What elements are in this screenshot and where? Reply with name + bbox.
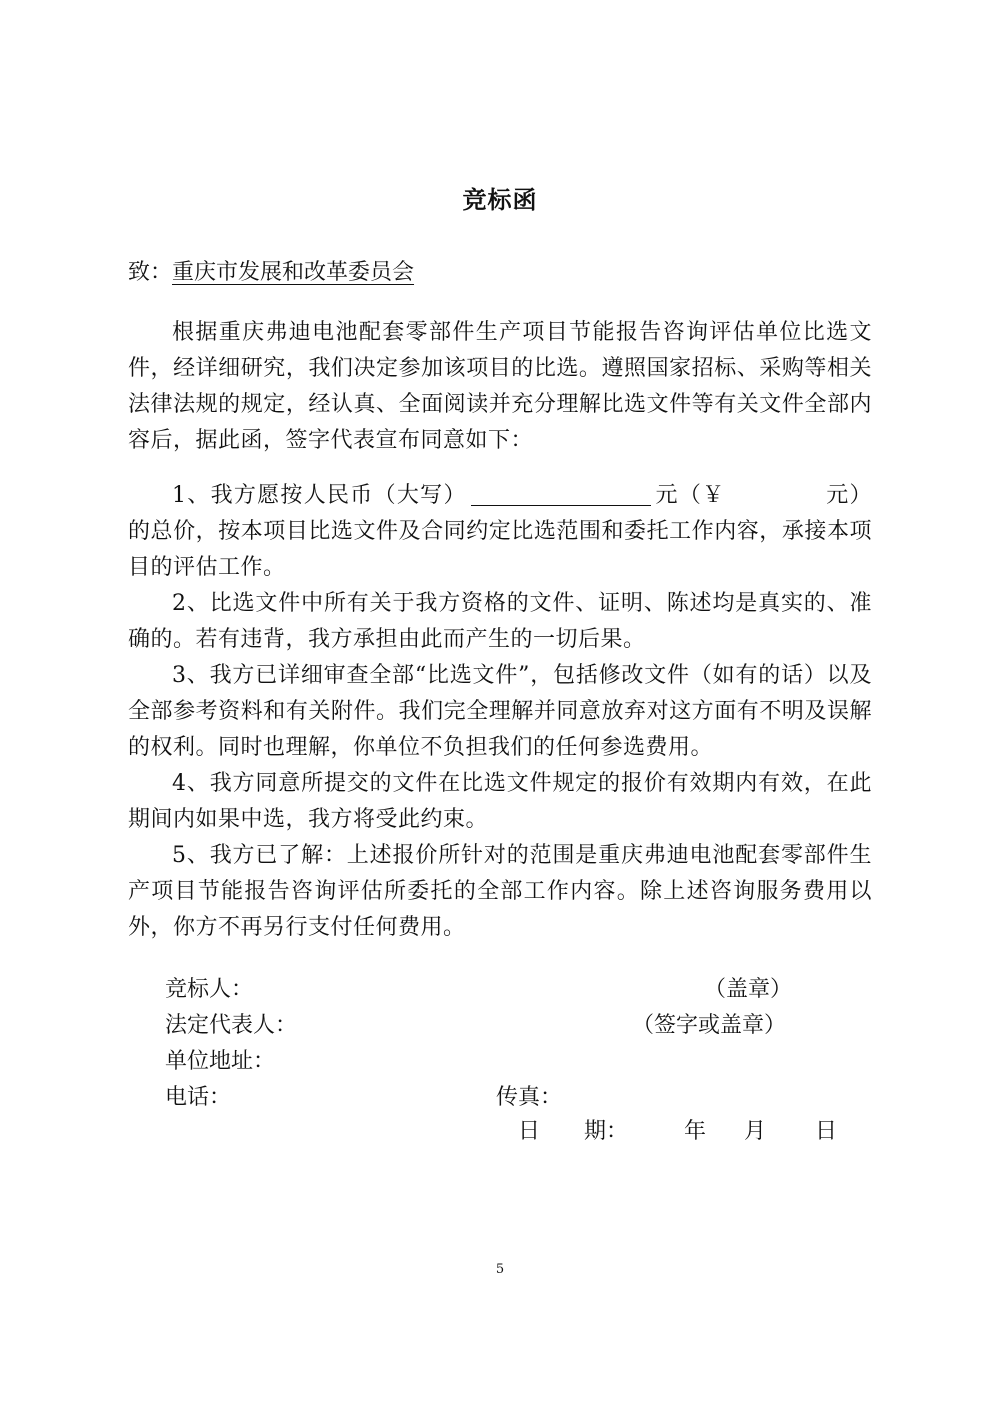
item-2: 2、比选文件中所有关于我方资格的文件、证明、陈述均是真实的、准确的。若有违背，我方承担由此而产生的一切后果。 <box>128 591 872 652</box>
address-label: 单位地址： <box>165 1049 276 1074</box>
intro-paragraph: 根据重庆弗迪电池配套零部件生产项目节能报告咨询评估单位比选文件，经详细研究，我们决定参加该项目的比选。遵照国家招标、采购等相关法律法规的规定，经认真、全面阅读并充分理解比选文件等有关文件全部内容后，据此函，签字代表宣布同意如下： <box>128 320 872 453</box>
item-5: 5、我方已了解：上述报价所针对的范围是重庆弗迪电池配套零部件生产项目节能报告咨询评估所委托的全部工作内容。除上述咨询服务费用以外，你方不再另行支付任何费用。 <box>128 843 872 940</box>
amount-in-words-blank <box>471 483 651 506</box>
item-1-text-b: 元（￥ <box>654 483 726 508</box>
page-number: 5 <box>495 1262 505 1277</box>
item-1 <box>128 478 872 586</box>
date-label: 日 期： <box>518 1119 629 1144</box>
item-3: 3、我方已详细审查全部“比选文件”，包括修改文件（如有的话）以及全部参考资料和有关附件。我们完全理解并同意放弃对这方面有不明及误解的权利。同时也理解，你单位不负担我们的任何参选费用。 <box>128 663 872 760</box>
item-1-text-a: 1、我方愿按人民币（大写） <box>172 483 467 508</box>
seal-note: （盖章） <box>704 977 793 1002</box>
bidder-label: 竞标人： <box>165 977 254 1002</box>
date-day: 日 <box>815 1119 838 1144</box>
addressee-prefix: 致： <box>128 260 173 285</box>
item-4: 4、我方同意所提交的文件在比选文件规定的报价有效期内有效，在此期间内如果中选，我方将受此约束。 <box>128 771 872 832</box>
commitments-section <box>128 478 872 946</box>
fax-label: 传真： <box>496 1085 563 1110</box>
item-1-text-c: 元） <box>825 483 872 508</box>
legal-rep-label: 法定代表人： <box>165 1013 298 1038</box>
intro-section <box>128 315 872 459</box>
sign-or-seal-note: （签字或盖章） <box>632 1013 787 1038</box>
item-1-text-d: 的总价，按本项目比选文件及合同约定比选范围和委托工作内容，承接本项目的评估工作。 <box>128 519 872 580</box>
phone-label: 电话： <box>165 1085 232 1110</box>
date-month: 月 <box>744 1119 767 1144</box>
addressee <box>128 258 414 288</box>
page-title: 竞标函 <box>462 186 538 214</box>
addressee-org: 重庆市发展和改革委员会 <box>172 260 415 285</box>
date-year: 年 <box>684 1119 707 1144</box>
